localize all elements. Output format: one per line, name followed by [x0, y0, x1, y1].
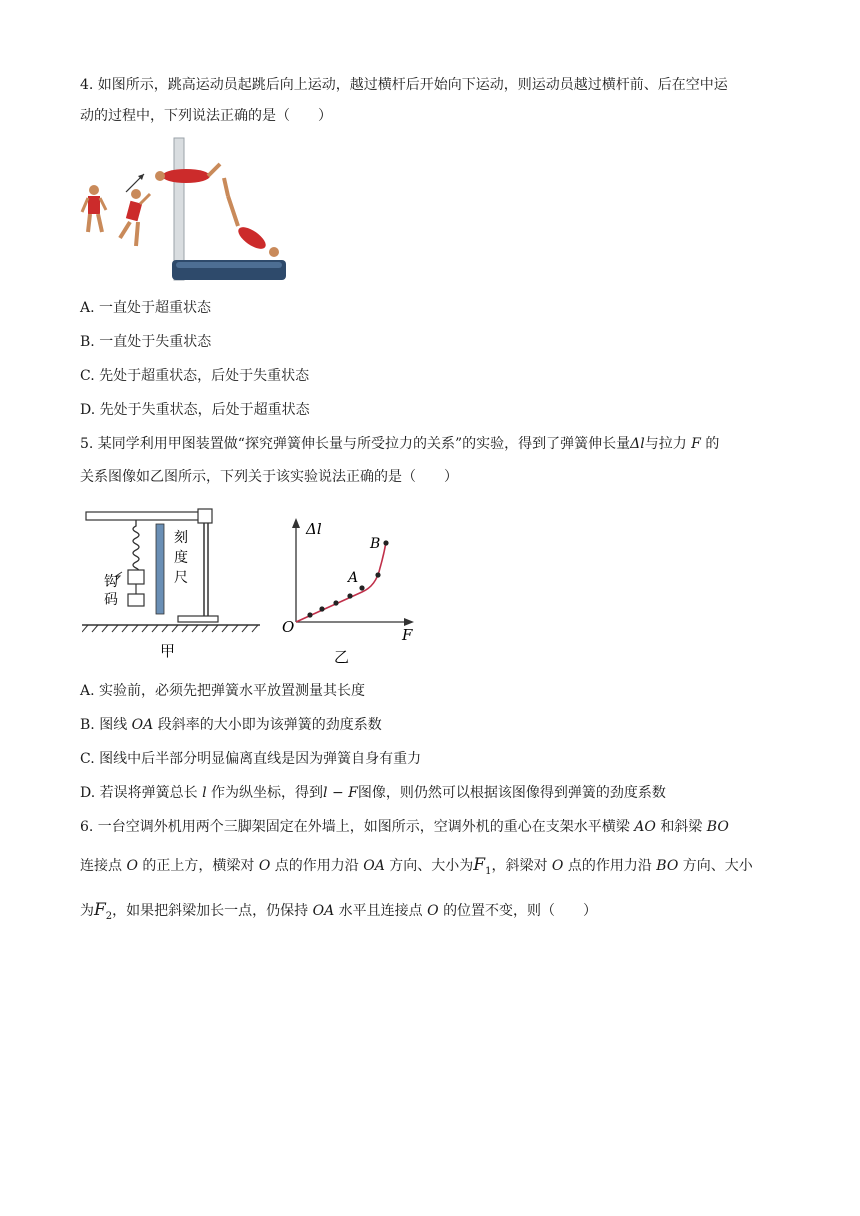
- q5-option-b: B. 图线 OA 段斜率的大小即为该弹簧的劲度系数: [80, 717, 382, 733]
- scale-label-1: 刻: [174, 530, 188, 546]
- experiment-curve: [296, 542, 386, 622]
- point-b-label: B: [370, 536, 381, 552]
- q5-stem-line1: 5. 某同学利用甲图装置做“探究弹簧伸长量与所受拉力的关系”的实验，得到了弹簧伸长量Δl与拉力 F 的: [80, 436, 720, 452]
- weight-label-1: 钩: [104, 574, 118, 590]
- q4-option-d: D. 先处于失重状态，后处于超重状态: [80, 402, 310, 418]
- scale-label-3: 尺: [174, 570, 188, 586]
- x-axis-label: F: [402, 626, 413, 644]
- q4-stem-line2: 动的过程中，下列说法正确的是（ ）: [80, 108, 332, 124]
- scale-label-2: 度: [174, 550, 188, 566]
- figure-yi-caption: 乙: [334, 648, 350, 666]
- spring-apparatus-figure: [82, 504, 260, 664]
- delta-l-symbol: Δl: [630, 436, 645, 452]
- extension-force-graph: [282, 510, 422, 666]
- y-axis-label: Δl: [306, 520, 322, 538]
- point-a-label: A: [348, 570, 359, 586]
- q4-option-a: A. 一直处于超重状态: [80, 300, 212, 316]
- figure-jia-caption: 甲: [160, 642, 176, 660]
- q5-stem-line2: 关系图像如乙图所示，下列关于该实验说法正确的是（ ）: [80, 469, 458, 485]
- q5-option-c: C. 图线中后半部分明显偏离直线是因为弹簧自身有重力: [80, 751, 422, 767]
- q6-stem-line3: 为$F_2$，如果把斜梁加长一点，仍保持 OA 水平且连接点 O 的位置不变，则（ ）: [80, 900, 598, 922]
- q5-option-d: D. 若误将弹簧总长 l 作为纵坐标，得到l − F图像，则仍然可以根据该图像得到弹簧的劲度系数: [80, 785, 666, 801]
- origin-label: O: [282, 618, 295, 636]
- weight-label-2: 码: [104, 592, 118, 608]
- high-jump-figure: [78, 134, 290, 284]
- q6-stem-line2: 连接点 O 的正上方，横梁对 O 点的作用力沿 OA 方向、大小为$F_1$，斜梁对 O 点的作用力沿 BO 方向、大小: [80, 855, 753, 877]
- q4-option-c: C. 先处于超重状态，后处于失重状态: [80, 368, 310, 384]
- q5-option-a: A. 实验前，必须先把弹簧水平放置测量其长度: [80, 683, 366, 699]
- q4-option-b: B. 一直处于失重状态: [80, 334, 212, 350]
- q6-stem-line1: 6. 一台空调外机用两个三脚架固定在外墙上，如图所示，空调外机的重心在支架水平横梁 AO 和斜梁 BO: [80, 819, 729, 835]
- q4-stem-line1: 4. 如图所示，跳高运动员起跳后向上运动，越过横杆后开始向下运动，则运动员越过横杆前、后在空中运: [80, 77, 728, 93]
